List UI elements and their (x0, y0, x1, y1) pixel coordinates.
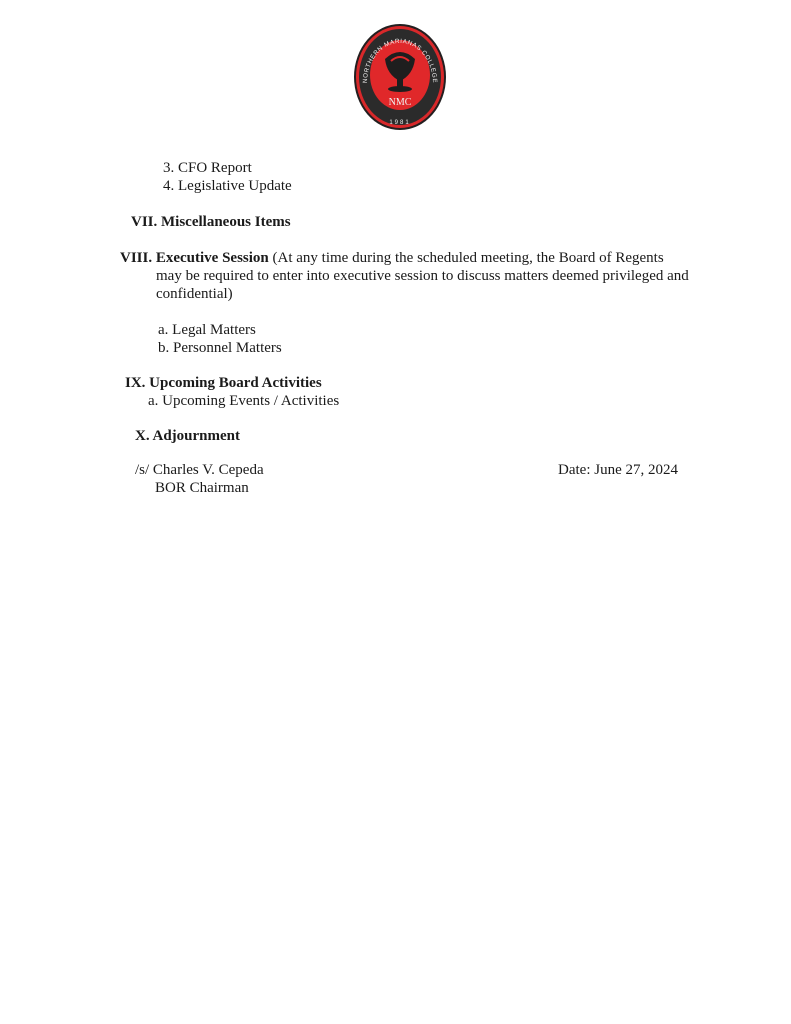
item-legislative-update: 4. Legislative Update (163, 178, 292, 194)
item-personnel-matters: b. Personnel Matters (158, 340, 282, 356)
item-upcoming-events: a. Upcoming Events / Activities (148, 393, 340, 409)
signature-name: /s/ Charles V. Cepeda (135, 462, 264, 478)
heading-adjournment: X. Adjournment (135, 428, 241, 444)
executive-session-line-3: confidential) (156, 286, 233, 302)
heading-miscellaneous-items: VII. Miscellaneous Items (131, 214, 291, 230)
heading-upcoming-board-activities: IX. Upcoming Board Activities (125, 375, 322, 391)
heading-executive-session: VIII. Executive Session (120, 250, 269, 266)
item-legal-matters: a. Legal Matters (158, 322, 256, 338)
executive-session-line-1 (120, 249, 664, 267)
executive-session-line-2: may be required to enter into executive session to discuss matters deemed privileged and (156, 268, 689, 284)
executive-session-note: (At any time during the scheduled meeting, the Board of Regents (268, 250, 664, 266)
signature-date: Date: June 27, 2024 (558, 462, 678, 478)
seal-ring-text: NORTHERN MARIANAS COLLEGE (361, 37, 439, 84)
item-cfo-report: 3. CFO Report (163, 160, 252, 176)
college-seal-logo (353, 23, 447, 131)
signature-title: BOR Chairman (155, 480, 249, 496)
seal-year-text: 1981 (389, 120, 411, 126)
seal-center-text: NMC (388, 97, 412, 108)
